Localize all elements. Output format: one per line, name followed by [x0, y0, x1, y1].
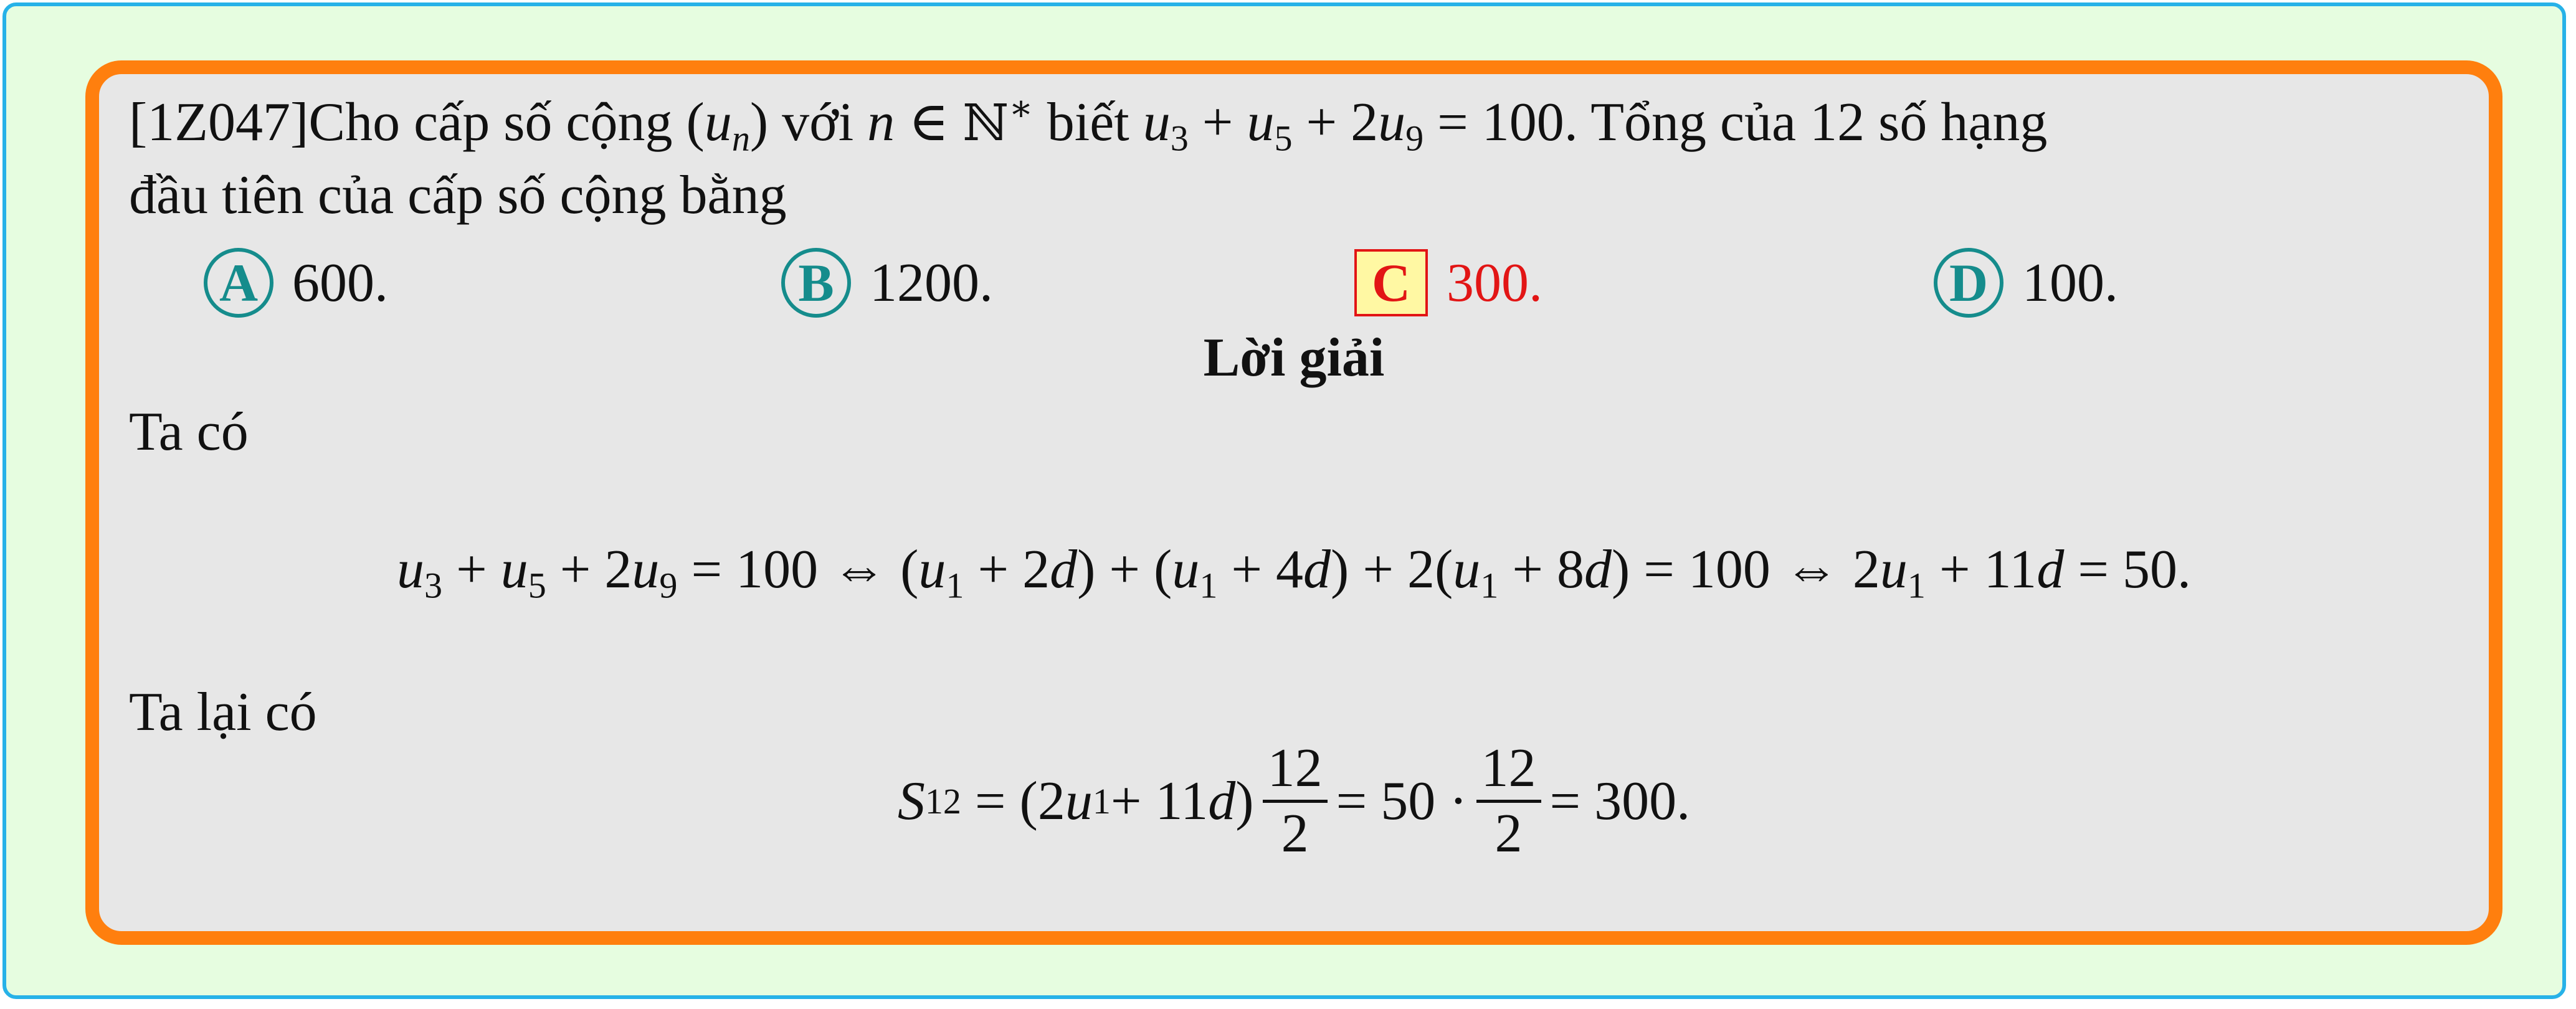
choice-b-value: 1200.: [870, 252, 993, 313]
choice-d-value: 100.: [2022, 252, 2118, 313]
fraction-1-numerator: 12: [1263, 737, 1328, 803]
problem-text-4: . Tổng của 12 số hạng: [1564, 92, 2048, 153]
solution-intro-1: Ta có: [129, 402, 249, 462]
fraction-1-denominator: 2: [1281, 803, 1309, 864]
sum-result: 300.: [1594, 771, 1691, 831]
choice-b-letter: B: [781, 248, 851, 318]
sum-formula: S 12 = (2 u 1 + 11 d ) $\frac{12}{2}$ = 50 · $\frac{12}{2}$ = 300.: [897, 738, 1691, 864]
choice-c[interactable]: [1354, 242, 1542, 323]
fraction-1: [1263, 737, 1328, 865]
fraction-2-denominator: 2: [1495, 803, 1523, 864]
problem-statement-line-2: đầu tiên của cấp số cộng bằng: [129, 165, 787, 225]
problem-id: [1Z047]: [129, 92, 309, 153]
solution-intro-2: Ta lại có: [129, 682, 317, 742]
equation-system: $u_3 + u_5 + 2u_9 = 100$ ⇔ $(u_1 + 2d) + (u_1 + 4d) + 2(u_1 + 8d) = 100$ ⇔ $2u_1 + 11d = 50$.: [397, 539, 2191, 606]
problem-text-3: biết: [1047, 92, 1129, 153]
choice-c-letter-highlight: C: [1354, 249, 1428, 316]
page-frame: [2, 2, 2566, 999]
problem-statement-line-1: [1Z047]Cho cấp số cộng $(u_n)$ với n ∈ ℕ∗ biết $u_3 + u_5 + 2u_9 = 100$. Tổng của 12 số hạng: [129, 88, 2048, 159]
problem-text-1: Cho cấp số cộng: [308, 92, 673, 153]
choice-d[interactable]: [1934, 242, 2118, 323]
choice-a[interactable]: [204, 242, 388, 323]
choice-d-letter: D: [1934, 248, 2003, 318]
solution-heading: Lời giải: [1203, 328, 1385, 388]
problem-card: [85, 60, 2502, 945]
choice-a-letter: A: [204, 248, 273, 318]
choice-b[interactable]: [781, 242, 993, 323]
fraction-2-numerator: 12: [1476, 737, 1541, 803]
choice-c-value: 300.: [1447, 252, 1542, 313]
problem-text-2: với: [782, 92, 854, 153]
fraction-2: [1476, 737, 1541, 865]
sequence-subscript: n: [731, 118, 750, 159]
choice-a-value: 600.: [292, 252, 388, 313]
